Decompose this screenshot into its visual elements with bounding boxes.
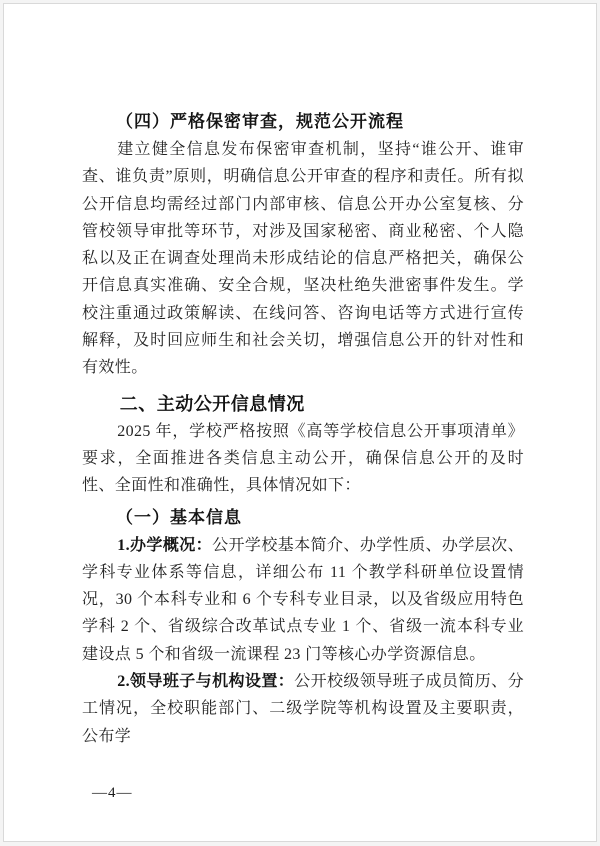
document-page (3, 3, 597, 842)
section-heading-proactive-disclosure: 二、主动公开信息情况 (119, 393, 305, 414)
item-2-text: 公开校级领导班子成员简历、分工情况，全校职能部门、二级学院等机构设置及主要职责，公布学 (82, 673, 524, 745)
page-number: —4— (92, 785, 133, 801)
item-1-text: 公开学校基本简介、办学性质、办学层次、学科专业体系等信息，详细公布 11 个教学科研单位设置情况，30 个本科专业和 6 个专科专业目录，以及省级应用特色学科 2 个、省级综合改革试点专业 1 个、省级一流本科专业建设点 5 个和省级一流课程 23 门等核心办学资源信息。 (82, 536, 524, 663)
paragraph-confidentiality-review: 建立健全信息发布保密审查机制，坚持“谁公开、谁审查、谁负责”原则，明确信息公开审查的程序和责任。所有拟公开信息均需经过部门内部审核、信息公开办公室复核、分管校领导审批等环节，对涉及国家秘密、商业秘密、个人隐私以及正在调查处理尚未形成结论的信息严格把关，确保公开信息真实准确、安全合规，坚决杜绝失泄密事件发生。学校注重通过政策解读、在线问答、咨询电话等方式进行宣传解释，及时回应师生和社会关切，增强信息公开的针对性和有效性。 (82, 141, 524, 377)
section-heading-confidentiality-review: （四）严格保密审查，规范公开流程 (116, 112, 404, 131)
paragraph-proactive-disclosure-intro: 2025 年，学校严格按照《高等学校信息公开事项清单》要求，全面推进各类信息主动公开，确保信息公开的及时性、全面性和准确性，具体情况如下： (82, 422, 524, 495)
paragraph-leadership-structure (82, 668, 524, 750)
section-heading-basic-info: （一）基本信息 (116, 507, 242, 527)
item-2-lead-label: 2.领导班子与机构设置： (117, 673, 295, 691)
document-body (82, 4, 524, 750)
paragraph-school-overview (82, 532, 524, 668)
item-1-lead-label: 1.办学概况： (117, 536, 213, 554)
